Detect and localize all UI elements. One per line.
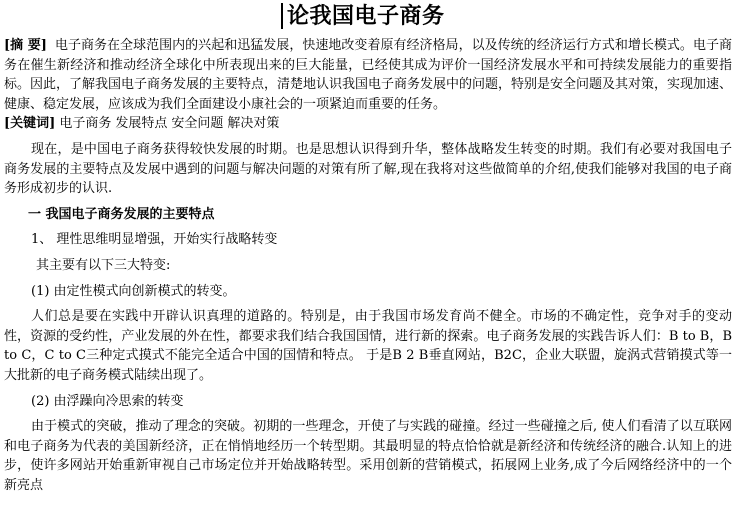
keyword-3: 安全问题 (171, 116, 224, 132)
point2-paragraph: 由于模式的突破，推动了理念的突破。初期的一些理念，开使了与实践的碰撞。经过一些碰撞之后, 使人们看清了以互联网和电子商务为代表的美国新经济，正在悄悄地经历一个转型期。其最明显的特点恰恰就是新经济和传统经济的融合.认知上的进步，使许多网站开始重新审视自己市场定位并开始战略转型。采用创新的营销模式，拓展网上业务,成了今后网络经济中的一个新亮点 (4, 419, 732, 493)
keywords-label: [关键词] (4, 116, 56, 132)
document-title[interactable]: 论我国电子商务 (287, 3, 445, 29)
text-cursor (281, 3, 283, 29)
keywords-line (4, 114, 732, 134)
intro-paragraph: 现在，是中国电子商务获得较快发展的时期。也是思想认识得到升华，整体战略发生转变的时期。我们有必要对我国电子商务发展的主要特点及发展中遇到的问题与解决问题的对策有所了解,现在我将对这些做简单的介绍,使我们能够对我国的电子商务形成初步的认识. (4, 141, 732, 197)
title-area (0, 0, 736, 34)
keyword-1: 电子商务 (59, 116, 112, 132)
lead-line: 其主要有以下三大特变: (36, 257, 171, 273)
keyword-4: 解决对策 (227, 116, 280, 132)
subsection-heading: 1、 理性思维明显增强，开始实行战略转变 (31, 232, 278, 248)
abstract-label: [摘 要] (4, 38, 47, 53)
abstract-text: 电子商务在全球范围内的兴起和迅猛发展，快速地改变着原有经济格局，以及传统的经济运行方式和增长模式。电子商务在催生新经济和推动经济全球化中所表现出来的巨大能量，已经使其成为评价一国经济发展水平和可持续发展能力的重要指标。因此，了解我国电子商务发展的主要特点，清楚地认识我国电子商务发展中的问题，特别是安全问题及其对策，实现加速、健康、稳定发展，应该成为我们全面建设小康社会的一项紧迫而重要的任务。 (4, 38, 733, 112)
abstract-paragraph (4, 36, 732, 114)
point2-heading: (2) 由浮躁向冷思索的转变 (31, 393, 184, 409)
point1-heading: (1) 由定性模式向创新模式的转变。 (31, 283, 236, 299)
document-body[interactable] (4, 36, 732, 495)
section-heading: 一 我国电子商务发展的主要特点 (28, 206, 215, 222)
point1-paragraph: 人们总是要在实践中开辟认识真理的道路的。特别是，由于我国市场发育尚不健全。市场的不确定性，竞争对手的变动性，资源的受约性，产业发展的外在性，都要求我们结合我国国情，进行新的探索。电子商务发展的实践告诉人们：B to B，B to C，C to C三种定式摸式不能完全适合中国的国情和特点。 于是B 2 B垂直网站，B2C，企业大联盟，旋涡式营销摸式等一大批新的电子商务模式陆续出现了。 (4, 309, 732, 383)
keyword-2: 发展特点 (115, 116, 168, 132)
